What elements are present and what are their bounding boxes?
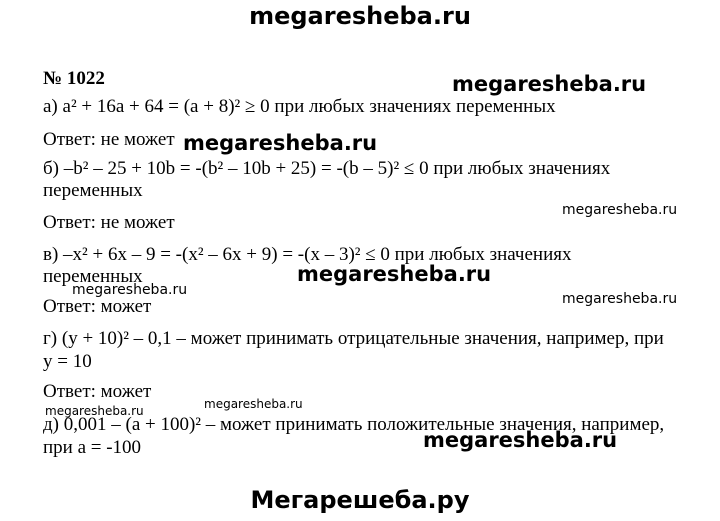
watermark: megaresheba.ru xyxy=(562,291,678,307)
watermark: megaresheba.ru xyxy=(452,72,647,96)
item-a-answer: Ответ: не может xyxy=(43,129,175,150)
item-d-line2: при a = -100 xyxy=(43,437,142,458)
item-v-line2: переменных xyxy=(43,266,143,287)
problem-number: № 1022 xyxy=(43,68,105,89)
watermark: megaresheba.ru xyxy=(297,262,492,286)
item-v-answer: Ответ: может xyxy=(43,296,152,317)
item-b-line2: переменных xyxy=(43,180,143,201)
item-g-line2: y = 10 xyxy=(43,351,92,372)
item-b-line1: б) –b² – 25 + 10b = -(b² – 10b + 25) = -(b – 5)² ≤ 0 при любых значениях xyxy=(43,158,611,179)
site-watermark-bottom: Мегарешеба.ру xyxy=(250,486,470,514)
watermark: megaresheba.ru xyxy=(562,202,678,218)
item-v-line1: в) –x² + 6x – 9 = -(x² – 6x + 9) = -(x – 3)² ≤ 0 при любых значениях xyxy=(43,244,572,265)
watermark: megaresheba.ru xyxy=(204,397,303,411)
watermark: megaresheba.ru xyxy=(45,404,144,418)
site-watermark-top: megaresheba.ru xyxy=(249,2,471,30)
watermark: megaresheba.ru xyxy=(423,428,618,452)
watermark: megaresheba.ru xyxy=(72,282,188,298)
item-d-line1: д) 0,001 – (a + 100)² – может принимать положительные значения, например, xyxy=(43,414,665,435)
item-a-line: а) a² + 16a + 64 = (a + 8)² ≥ 0 при любых значениях переменных xyxy=(43,96,556,117)
watermark: megaresheba.ru xyxy=(183,131,378,155)
item-b-answer: Ответ: не может xyxy=(43,212,175,233)
item-g-line1: г) (y + 10)² – 0,1 – может принимать отрицательные значения, например, при xyxy=(43,328,664,349)
item-g-answer: Ответ: может xyxy=(43,381,152,402)
